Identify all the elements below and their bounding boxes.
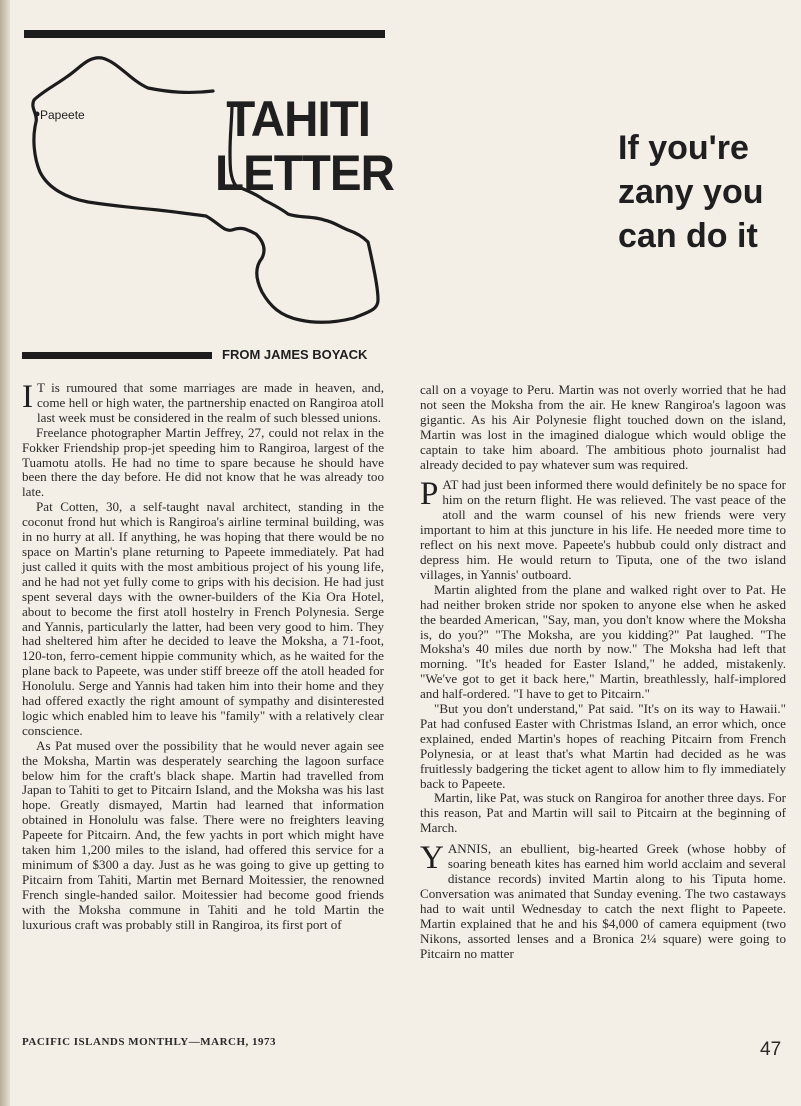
paragraph <box>420 791 786 836</box>
paragraph <box>22 500 384 739</box>
paragraph <box>420 583 786 702</box>
paragraph-text: call on a voyage to Peru. Martin was not overly worried that he had not seen the Moksha from the air. He knew Rangiroa's lagoon was gigantic. As his Air Polynesie flight touched down on the island, Martin was lost in the imagined dialogue which would oblige the captain to take him aboard. The ambitious photo journalist had already decided to pay whatever sum was required. <box>420 382 786 472</box>
papeete-dot <box>35 112 40 117</box>
drop-cap: P <box>420 476 439 513</box>
paragraph-text: "But you don't understand," Pat said. "It's on its way to Hawaii." Pat had confused Easter with Christmas Island, an error which, once explained, ended Martin's hopes of reaching Pitcairn from French Polynesia, or at least that's what Martin had decided as he was fruitlessly badgering the ticket agent to allow him to fly immediately back to Papeete. <box>420 701 786 791</box>
top-rule <box>24 30 385 38</box>
headline-line-3: can do it <box>618 217 758 255</box>
paragraph-text: Martin, like Pat, was stuck on Rangiroa for another three days. For this reason, Pat and Martin will sail to Pitcairn at the beginning of March. <box>420 790 786 836</box>
title-line-1: TAHITI <box>226 91 371 147</box>
paragraph-text: As Pat mused over the possibility that he would never again see the Moksha, Martin was desperately searching the lagoon surface below him for the craft's black shape. Martin had travelled from Japan to Tahiti to get to Pitcairn Island, and the Moksha was his last hope. Greatly dismayed, Martin had learned that information obtained in Honolulu was false. There were no freighters leaving Papeete for Pitcairn. And, the few yachts in port which might have taken him 1,200 miles to the island, had offered this service for a minimum of $300 a day. Just as he was going to give up getting to Pitcairn from Tahiti, Martin met Bernard Moitessier, the renowned French single-handed sailor. Moitessier had become good friends with the Moksha commune in Tahiti and he told Martin the luxurious craft was probably still in Rangiroa, its first port of <box>22 737 384 932</box>
headline <box>618 126 793 258</box>
paragraph-text: Freelance photographer Martin Jeffrey, 27, could not relax in the Fokker Friendship prop-jet speeding him to Rangiroa, largest of the Tuamotu atolls. He had no time to spare because he should have been there the day before. He did not know that he was already too late. <box>22 424 384 500</box>
paragraph-text: T is rumoured that some marriages are made in heaven, and, come hell or high water, the partnership enacted on Rangiroa atoll last week must be considered in the realm of such blessed unions. <box>37 380 384 425</box>
map-label-papeete: Papeete <box>40 108 85 122</box>
byline: FROM JAMES BOYACK <box>222 347 368 362</box>
drop-cap: I <box>22 379 33 415</box>
publication-footer: PACIFIC ISLANDS MONTHLY—MARCH, 1973 <box>22 1036 277 1048</box>
paragraph <box>420 702 786 791</box>
page-title <box>215 91 395 201</box>
paragraph <box>22 739 384 933</box>
article-column-2 <box>420 383 786 961</box>
paragraph <box>22 426 384 501</box>
paragraph <box>420 478 786 582</box>
paragraph-text: ANNIS, an ebullient, big-hearted Greek (whose hobby of soaring beneath kites has earned him world acclaim and several distance records) invited Martin along to his Tiputa home. Conversation was animated that Sunday evening. The two castaways had to wait until Wednesday to catch the next flight to Papeete. Martin explained that he and his $4,000 of camera equipment (two Nikons, assorted lenses and a Bronica 2¼ square) were going to Pitcairn no matter <box>420 841 786 961</box>
page-number: 47 <box>760 1039 782 1060</box>
byline-rule <box>22 352 212 359</box>
paragraph <box>22 381 384 426</box>
drop-cap: Y <box>420 840 444 877</box>
article-column-1 <box>22 381 384 933</box>
headline-line-1: If you're <box>618 129 749 167</box>
paragraph <box>420 383 786 472</box>
paragraph-text: AT had just been informed there would definitely be no space for him on the return flight. He was relieved. The vast peace of the atoll and the warm counsel of his new friends were very important to him at this juncture in his life. He needed more time to reflect on his next move. Papeete's hubbub could only distract and depress him. He would return to Tiputa, one of the two island villages, in Yannis' outboard. <box>420 477 786 582</box>
paragraph <box>420 842 786 961</box>
headline-line-2: zany you <box>618 173 764 211</box>
paragraph-text: Martin alighted from the plane and walked right over to Pat. He had neither broken stride nor spoken to anyone else when he asked the bearded American, "Say, man, you don't know where the Moksha is, do you?" "The Moksha, are you kidding?" Pat laughed. "The Moksha's 40 miles due north by now." The Moksha had left that morning. "It's headed for Easter Island," he added, mistakenly. "We've got to get it back here," Martin, breathlessly, half-implored and half-ordered. "I have to get to Pitcairn." <box>420 581 786 702</box>
paragraph-text: Pat Cotten, 30, a self-taught naval architect, standing in the coconut frond hut which is Rangiroa's airline terminal building, was in no hurry at all. If anything, he was hoping that there would be no space on Martin's plane returning to Papeete immediately. Pat had just called it quits with the most ambitious project of his young life, and he had not yet fully come to grips with his decision. He had just spent several days with the owner-builders of the Kia Ora Hotel, about to become the first atoll hostelry in French Polynesia. Serge and Yannis, particularly the latter, had been very good to him. They had sheltered him after he decided to leave the Moksha, a 71-foot, 120-ton, ferro-cement hippie community which, as he waited for the plane back to Papeete, was under stiff breeze off the atoll headed for Honolulu. Serge and Yannis had taken him into their home and they had offered exactly the right amount of sympathy and disinterested logic which enabled him to leave his "family" with a relatively clear conscience. <box>22 499 384 738</box>
title-line-2: LETTER <box>215 145 395 201</box>
page-edge-shadow <box>0 0 10 1106</box>
